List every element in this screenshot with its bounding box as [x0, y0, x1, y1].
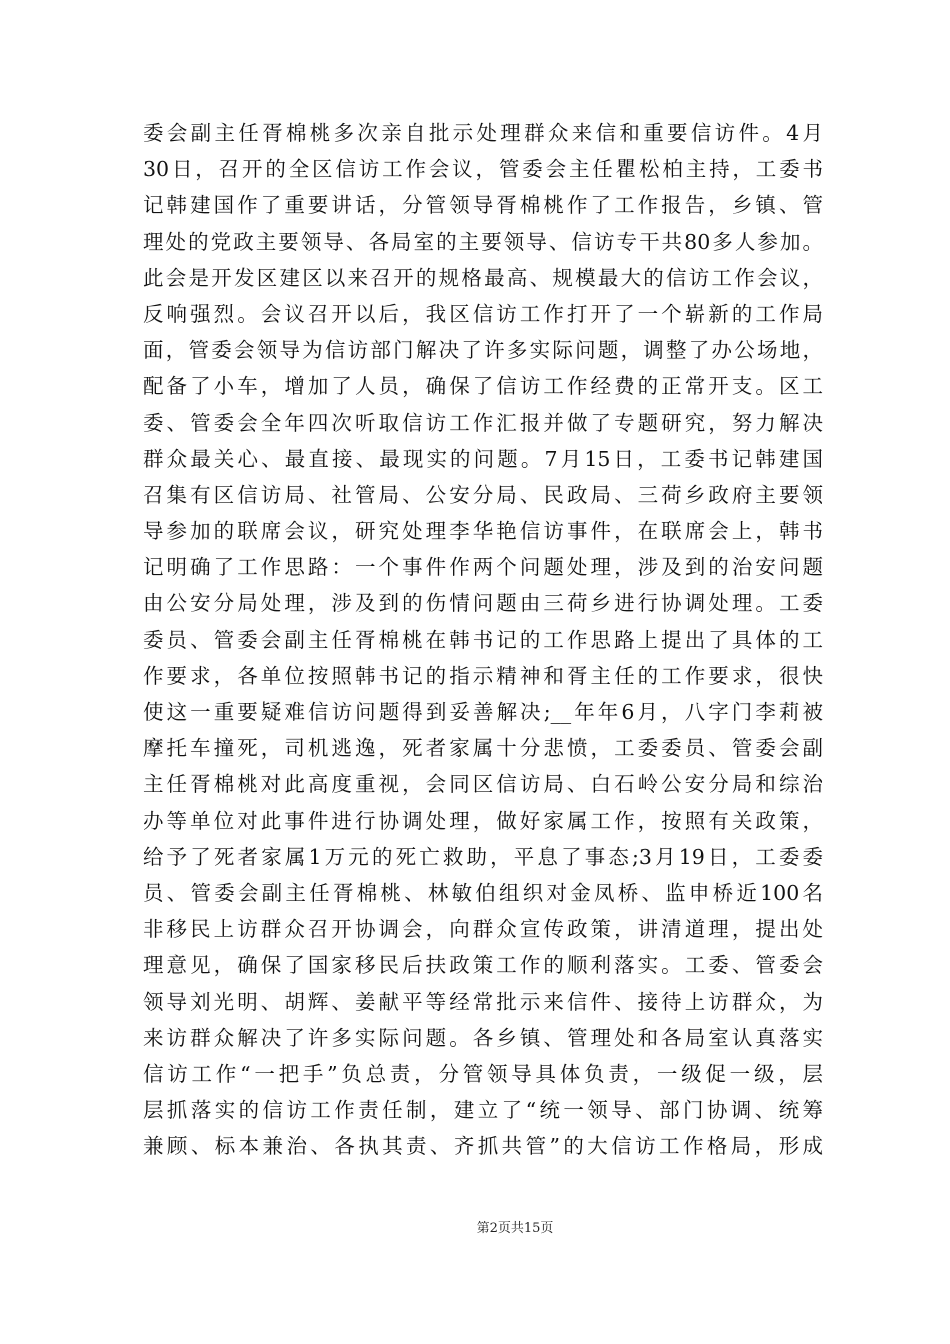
- text-line: 层抓落实的信访工作责任制，建立了“统一领导、部门协调、统筹: [143, 1098, 823, 1123]
- text-line: 由公安分局处理，涉及到的伤情问题由三荷乡进行协调处理。工委: [143, 591, 823, 616]
- text-line: 领导刘光明、胡辉、姜献平等经常批示来信件、接待上访群众，为: [143, 989, 823, 1014]
- text-line: 群众最关心、最直接、最现实的问题。7月15日，工委书记韩建国: [143, 446, 823, 471]
- body-text: [143, 115, 823, 1164]
- text-line: 作要求，各单位按照韩书记的指示精神和胥主任的工作要求，很快: [143, 663, 823, 688]
- text-line: 反响强烈。会议召开以后，我区信访工作打开了一个崭新的工作局: [143, 301, 823, 326]
- text-line: 摩托车撞死，司机逃逸，死者家属十分悲愤，工委委员、管委会副: [143, 736, 823, 761]
- text-line: 委会副主任胥棉桃多次亲自批示处理群众来信和重要信访件。4月: [143, 121, 823, 145]
- text-line: 使这一重要疑难信访问题得到妥善解决;__年年6月，八字门李莉被: [143, 700, 823, 724]
- text-line: 此会是开发区建区以来召开的规格最高、规模最大的信访工作会议，: [143, 265, 823, 290]
- text-line: 信访工作“一把手”负总责，分管领导具体负责，一级促一级，层: [143, 1061, 823, 1086]
- text-line: 记明确了工作思路：一个事件作两个问题处理，涉及到的治安问题: [143, 555, 823, 580]
- text-line: 理处的党政主要领导、各局室的主要领导、信访专干共80多人参加。: [143, 229, 823, 254]
- text-line: 召集有区信访局、社管局、公安分局、民政局、三荷乡政府主要领: [143, 482, 823, 507]
- text-line: 来访群众解决了许多实际问题。各乡镇、管理处和各局室认真落实: [143, 1025, 823, 1050]
- text-line: 30日，召开的全区信访工作会议，管委会主任瞿松柏主持，工委书: [143, 157, 823, 182]
- text-line: 记韩建国作了重要讲话，分管领导胥棉桃作了工作报告，乡镇、管: [143, 193, 823, 218]
- text-line: 面，管委会领导为信访部门解决了许多实际问题，调整了办公场地，: [143, 338, 823, 363]
- text-line: 员、管委会副主任胥棉桃、林敏伯组织对金凤桥、监申桥近100名: [143, 880, 823, 905]
- text-line: 理意见，确保了国家移民后扶政策工作的顺利落实。工委、管委会: [143, 953, 823, 978]
- page-number-footer: 第2页共15页: [476, 1221, 554, 1236]
- text-line: 导参加的联席会议，研究处理李华艳信访事件，在联席会上，韩书: [143, 519, 823, 544]
- text-line: 委员、管委会副主任胥棉桃在韩书记的工作思路上提出了具体的工: [143, 627, 823, 652]
- text-line: 配备了小车，增加了人员，确保了信访工作经费的正常开支。区工: [143, 374, 823, 399]
- text-line: 主任胥棉桃对此高度重视，会同区信访局、白石岭公安分局和综治: [143, 772, 823, 797]
- text-line: 办等单位对此事件进行协调处理，做好家属工作，按照有关政策，: [143, 808, 823, 833]
- text-line: 给予了死者家属1万元的死亡救助，平息了事态;3月19日，工委委: [143, 844, 823, 869]
- text-line: 委、管委会全年四次听取信访工作汇报并做了专题研究，努力解决: [143, 410, 823, 435]
- text-line: 非移民上访群众召开协调会，向群众宣传政策，讲清道理，提出处: [143, 917, 823, 942]
- text-line: 兼顾、标本兼治、各执其责、齐抓共管”的大信访工作格局，形成: [143, 1134, 823, 1159]
